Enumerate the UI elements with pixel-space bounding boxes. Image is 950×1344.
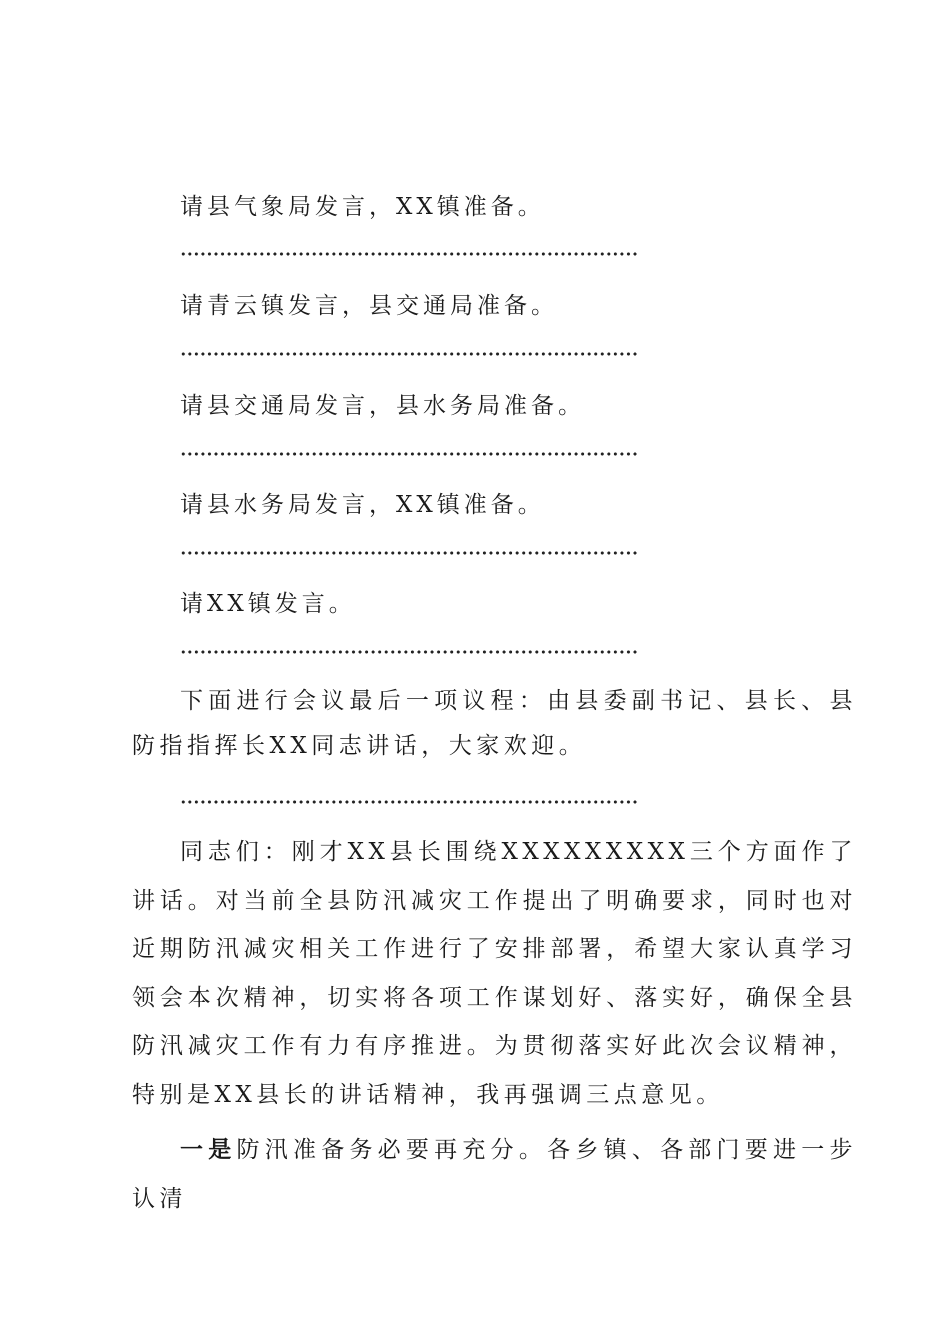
speaker-line-5: 请XX镇发言。: [180, 591, 356, 617]
speaker-line-4: 请县水务局发言，XX镇准备。: [180, 492, 545, 518]
speaker-line-2: 请青云镇发言，县交通局准备。: [180, 293, 558, 319]
ellipsis-divider-6: [180, 798, 638, 806]
point-one-paragraph: [132, 1126, 857, 1223]
ellipsis-divider-5: [180, 648, 638, 656]
ellipsis-divider-2: [180, 350, 638, 358]
point-one-lead: 一是: [180, 1136, 237, 1163]
ellipsis-divider-1: [180, 250, 638, 258]
speaker-line-1: 请县气象局发言，XX镇准备。: [180, 194, 545, 220]
ellipsis-divider-3: [180, 450, 638, 458]
agenda-paragraph: 下面进行会议最后一项议程：由县委副书记、县长、县防指指挥长XX同志讲话，大家欢迎。: [132, 688, 857, 759]
point-one-text: 防汛准备务必要再充分。各乡镇、各部门要进一步认清: [132, 1137, 858, 1212]
ellipsis-divider-4: [180, 549, 638, 557]
speaker-line-3: 请县交通局发言，县水务局准备。: [180, 393, 585, 419]
closing-remarks-paragraph: 同志们：刚才XX县长围绕XXXXXXXXX三个方面作了讲话。对当前全县防汛减灾工作提出了明确要求，同时也对近期防汛减灾相关工作进行了安排部署，希望大家认真学习领会本次精神，切实将各项工作谋划好、落实好，确保全县防汛减灾工作有力有序推进。为贯彻落实好此次会议精神，特别是XX县长的讲话精神，我再强调三点意见。: [132, 839, 857, 1108]
